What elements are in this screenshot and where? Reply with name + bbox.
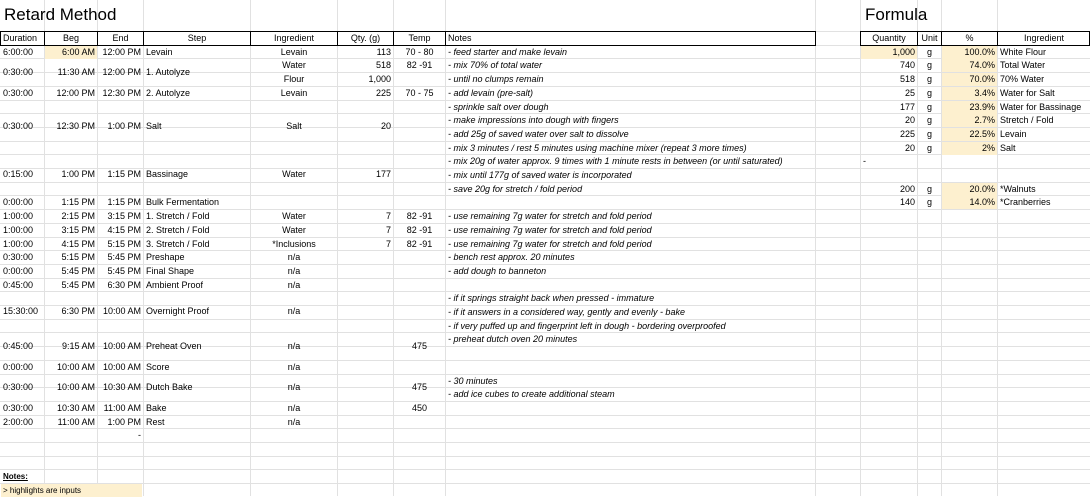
formula-quantity-cell[interactable]: 20 [904,115,915,126]
formula-percent-cell[interactable]: 22.5% [942,128,997,141]
end-time-cell[interactable]: 12:00 PM [102,66,141,77]
note-line[interactable]: - if it springs straight back when pressed - immature [448,293,655,304]
duration-cell[interactable]: 0:45:00 [3,279,34,290]
formula-quantity-cell[interactable]: 140 [899,197,915,208]
formula-quantity-cell[interactable]: 225 [899,128,915,139]
header-beg[interactable]: Beg [62,33,79,43]
ingredient-cell[interactable]: n/a [287,381,301,392]
temp-cell[interactable]: 475 [411,340,428,351]
formula-quantity-cell[interactable]: 740 [899,60,915,71]
duration-cell[interactable]: 1:00:00 [3,224,34,235]
duration-cell[interactable]: 1:00:00 [3,238,34,249]
formula-quantity-cell[interactable]: 20 [904,142,915,153]
duration-cell[interactable]: 0:00:00 [3,361,34,372]
highlight-legend[interactable]: > highlights are inputs [1,484,142,497]
beg-time-cell[interactable]: 12:30 PM [56,121,95,132]
formula-percent-cell[interactable]: 74.0% [942,59,997,72]
header-border [445,31,446,45]
formula-unit-cell[interactable]: g [926,197,932,208]
step-cell[interactable]: Rest [146,416,165,427]
note-line[interactable]: - bench rest approx. 20 minutes [448,252,575,263]
ingredient-cell[interactable]: Water [282,60,306,71]
end-time-cell[interactable]: 10:00 AM [102,361,141,372]
beg-time-cell[interactable]: 9:15 AM [61,340,95,351]
ingredient-cell[interactable]: n/a [287,340,301,351]
duration-cell[interactable]: 0:30:00 [3,66,34,77]
formula-ingredient-cell[interactable]: Total Water [1000,60,1046,71]
end-time-cell[interactable]: 1:15 PM [107,169,141,180]
header-formula-ingredient[interactable]: Ingredient [1023,33,1065,43]
end-time-cell[interactable]: 11:00 AM [103,402,141,413]
step-cell[interactable]: Final Shape [146,265,195,276]
step-cell[interactable]: Salt [146,121,162,132]
temp-cell[interactable]: 450 [411,402,428,413]
temp-cell[interactable]: 82 -91 [406,211,433,222]
beg-time-cell[interactable]: 11:30 AM [57,66,95,77]
ingredient-cell[interactable]: n/a [287,402,301,413]
formula-percent-cell[interactable]: 14.0% [942,196,997,209]
formula-unit-cell[interactable]: g [926,87,932,98]
header-border [143,31,144,45]
formula-unit-cell[interactable]: g [926,128,932,139]
header-unit[interactable]: Unit [921,33,938,43]
end-time-cell[interactable]: 5:15 PM [107,238,141,249]
ingredient-cell[interactable]: Salt [286,121,302,132]
formula-quantity-cell[interactable]: 200 [899,183,915,194]
ingredient-cell[interactable]: n/a [287,279,301,290]
qty-cell[interactable]: 225 [375,87,391,98]
end-time-cell[interactable]: 10:00 AM [102,306,141,317]
duration-cell[interactable]: 15:30:00 [3,306,39,317]
beg-time-cell[interactable]: 3:15 PM [61,224,95,235]
formula-percent-cell[interactable]: 20.0% [942,183,997,196]
duration-cell[interactable]: 0:15:00 [3,169,34,180]
duration-cell[interactable]: 0:30:00 [3,87,34,98]
end-time-cell[interactable]: 1:00 PM [107,121,141,132]
ingredient-cell[interactable]: Water [282,224,306,235]
end-time-cell[interactable]: - [138,430,141,441]
note-line[interactable]: - use remaining 7g water for stretch and fold period [448,238,652,249]
end-time-cell[interactable]: 10:30 AM [102,381,141,392]
note-line[interactable]: - add ice cubes to create additional steam [448,389,615,400]
header-border [0,31,816,32]
header-border [917,31,918,45]
formula-unit-cell[interactable]: g [926,183,932,194]
end-time-cell[interactable]: 6:30 PM [107,279,141,290]
step-cell[interactable]: Dutch Bake [146,381,193,392]
temp-cell[interactable]: 82 -91 [406,224,433,235]
formula-ingredient-cell[interactable]: Water for Salt [1000,87,1055,98]
duration-cell[interactable]: 0:30:00 [3,402,34,413]
header-border [941,31,942,45]
note-line[interactable]: - sprinkle salt over dough [448,101,549,112]
step-cell[interactable]: 2. Autolyze [146,87,191,98]
note-line[interactable]: - add dough to banneton [448,265,547,276]
column-gridline [815,0,816,496]
beg-time-cell[interactable]: 12:00 PM [56,87,95,98]
formula-title[interactable]: Formula [865,5,928,24]
header-border [997,31,998,45]
formula-unit-cell[interactable]: g [926,60,932,71]
qty-cell[interactable]: 177 [375,169,391,180]
qty-cell[interactable]: 1,000 [368,74,391,85]
beg-time-cell[interactable]: 4:15 PM [61,238,95,249]
header-border [393,31,394,45]
formula-unit-cell[interactable]: g [926,142,932,153]
end-time-cell[interactable]: 3:15 PM [107,211,141,222]
qty-cell[interactable]: 518 [375,60,391,71]
step-cell[interactable]: Bulk Fermentation [146,197,220,208]
end-time-cell[interactable]: 1:00 PM [107,416,141,427]
ingredient-cell[interactable]: n/a [287,416,301,427]
header-duration[interactable]: Duration [3,33,38,43]
duration-cell[interactable]: 0:45:00 [3,340,34,351]
beg-time-cell[interactable]: 1:00 PM [61,169,95,180]
beg-time-cell[interactable]: 1:15 PM [61,197,95,208]
end-time-cell[interactable]: 12:00 PM [102,46,141,57]
note-line[interactable]: - mix until 177g of saved water is incorporated [448,170,632,180]
temp-cell[interactable]: 475 [411,381,428,392]
step-cell[interactable]: 2. Stretch / Fold [146,224,210,235]
header-border [0,31,1,45]
qty-cell[interactable]: 20 [380,121,391,132]
ingredient-cell[interactable]: n/a [287,252,301,263]
ingredient-cell[interactable]: n/a [287,306,301,317]
step-cell[interactable]: 1. Autolyze [146,66,191,77]
beg-time-cell[interactable]: 2:15 PM [61,211,95,222]
note-line[interactable]: - if very puffed up and fingerprint left in dough - bordering overproofed [448,320,726,331]
ingredient-cell[interactable]: Flour [283,74,305,85]
formula-percent-cell[interactable]: 2.7% [942,114,997,127]
header-border [815,31,816,45]
formula-percent-cell[interactable]: 70.0% [942,73,997,86]
step-cell[interactable]: Bassinage [146,169,189,180]
note-line[interactable]: - use remaining 7g water for stretch and fold period [448,224,652,235]
formula-ingredient-cell[interactable]: *Walnuts [1000,183,1036,194]
duration-cell[interactable]: 0:30:00 [3,381,34,392]
header-notes[interactable]: Notes [448,33,472,43]
formula-ingredient-cell[interactable]: Stretch / Fold [1000,115,1054,126]
header-temp[interactable]: Temp [408,33,431,43]
row-gridline [0,469,1090,470]
formula-unit-cell[interactable]: g [926,115,932,126]
ingredient-cell[interactable]: n/a [287,361,301,372]
ingredient-cell[interactable]: Water [282,169,306,180]
qty-cell[interactable]: 113 [376,46,391,57]
end-time-cell[interactable]: 5:45 PM [107,265,141,276]
header-quantity[interactable]: Quantity [872,33,906,43]
note-line[interactable]: - add 25g of saved water over salt to dissolve [448,128,629,139]
formula-ingredient-cell[interactable]: White Flour [1000,46,1047,57]
formula-quantity-cell[interactable]: - [863,156,866,167]
ingredient-cell[interactable]: n/a [287,265,301,276]
formula-percent-cell[interactable]: 2% [942,142,997,155]
note-line[interactable]: - add levain (pre-salt) [448,87,534,98]
note-line[interactable]: - mix 70% of total water [448,60,543,71]
formula-ingredient-cell[interactable]: 70% Water [1000,74,1045,85]
duration-cell[interactable]: 0:00:00 [3,265,34,276]
note-line[interactable]: - mix 20g of water approx. 9 times with 1 minute rests in between (or until saturated) [448,156,783,167]
sheet-title[interactable]: Retard Method [4,5,117,24]
beg-time-cell[interactable]: 10:00 AM [56,381,95,392]
note-line[interactable]: - preheat dutch oven 20 minutes [448,334,578,345]
formula-ingredient-cell[interactable]: Levain [1000,128,1027,139]
note-line[interactable]: - feed starter and make levain [448,46,568,57]
temp-cell[interactable]: 70 - 75 [405,87,434,98]
header-qty[interactable]: Qty. (g) [350,33,381,43]
beg-time-cell[interactable]: 10:30 AM [56,402,95,413]
beg-time-cell[interactable]: 5:45 PM [61,279,95,290]
step-cell[interactable]: Ambient Proof [146,279,204,290]
note-line[interactable]: - save 20g for stretch / fold period [448,183,583,194]
header-border [250,31,251,45]
step-cell[interactable]: Preheat Oven [146,340,202,351]
header-step[interactable]: Step [187,33,207,43]
temp-cell[interactable]: 82 -91 [406,60,433,71]
step-cell[interactable]: Preshape [146,252,185,263]
ingredient-cell[interactable]: Levain [280,46,308,57]
beg-time-cell[interactable]: 10:00 AM [56,361,95,372]
formula-ingredient-cell[interactable]: Salt [1000,142,1016,153]
row-gridline [0,483,1090,484]
end-time-cell[interactable]: 5:45 PM [107,252,141,263]
note-line[interactable]: - until no clumps remain [448,74,544,85]
formula-quantity-cell[interactable]: 1,000 [861,46,917,59]
formula-unit-cell[interactable]: g [926,46,932,57]
header-percent[interactable]: % [965,33,974,43]
end-time-cell[interactable]: 10:00 AM [102,340,141,351]
step-cell[interactable]: Bake [146,402,167,413]
beg-time-cell[interactable]: 11:00 AM [57,416,95,427]
row-gridline [0,442,1090,443]
step-cell[interactable]: 1. Stretch / Fold [146,211,210,222]
formula-unit-cell[interactable]: g [926,101,932,112]
end-time-cell[interactable]: 12:30 PM [102,87,141,98]
end-time-cell[interactable]: 1:15 PM [107,197,141,208]
step-cell[interactable]: Overnight Proof [146,306,210,317]
step-cell[interactable]: 3. Stretch / Fold [146,238,210,249]
formula-percent-cell[interactable]: 100.0% [942,46,997,59]
formula-ingredient-cell[interactable]: *Cranberries [1000,197,1051,208]
duration-cell[interactable]: 1:00:00 [3,211,34,222]
formula-percent-cell[interactable]: 23.9% [942,101,997,114]
beg-time-cell[interactable]: 5:45 PM [61,265,95,276]
duration-cell[interactable]: 6:00:00 [3,46,34,57]
row-gridline [0,456,1090,457]
note-line[interactable]: - if it answers in a considered way, gently and evenly - bake [448,307,685,317]
step-cell[interactable]: Score [146,361,170,372]
note-line[interactable]: - 30 minutes [448,375,498,386]
duration-cell[interactable]: 2:00:00 [3,416,34,427]
formula-percent-cell[interactable]: 3.4% [942,87,997,100]
header-ingredient[interactable]: Ingredient [273,33,315,43]
temp-cell[interactable]: 82 -91 [406,238,433,249]
header-border [97,31,98,45]
header-border [860,31,1090,32]
beg-time-cell[interactable]: 6:30 PM [61,306,95,317]
formula-quantity-cell[interactable]: 518 [899,74,915,85]
formula-quantity-cell[interactable]: 25 [904,87,915,98]
formula-unit-cell[interactable]: g [926,74,932,85]
qty-cell[interactable]: 7 [385,224,391,235]
beg-time-cell[interactable]: 5:15 PM [61,252,95,263]
header-border [44,31,45,45]
beg-time-cell[interactable]: 6:00 AM [45,46,97,59]
step-cell[interactable]: Levain [146,46,173,57]
note-line[interactable]: - mix 3 minutes / rest 5 minutes using machine mixer (repeat 3 more times) [448,142,747,153]
qty-cell[interactable]: 7 [385,238,391,249]
formula-ingredient-cell[interactable]: Water for Bassinage [1000,101,1082,112]
ingredient-cell[interactable]: Levain [280,87,308,98]
ingredient-cell[interactable]: *Inclusions [272,238,316,249]
duration-cell[interactable]: 0:30:00 [3,252,34,263]
ingredient-cell[interactable]: Water [282,211,306,222]
header-end[interactable]: End [112,33,129,43]
qty-cell[interactable]: 7 [385,211,391,222]
header-border [337,31,338,45]
duration-cell[interactable]: 0:00:00 [3,197,34,208]
note-line[interactable]: - use remaining 7g water for stretch and fold period [448,211,652,222]
temp-cell[interactable]: 70 - 80 [405,46,434,57]
end-time-cell[interactable]: 4:15 PM [107,224,141,235]
notes-label[interactable]: Notes: [3,472,28,482]
formula-quantity-cell[interactable]: 177 [899,101,915,112]
header-border [860,31,861,45]
note-line[interactable]: - make impressions into dough with fingers [448,115,619,126]
duration-cell[interactable]: 0:30:00 [3,121,34,132]
